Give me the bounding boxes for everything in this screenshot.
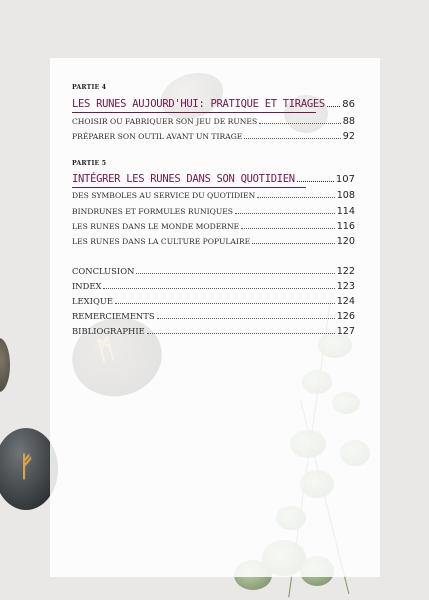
dot-leader	[103, 287, 334, 289]
dot-leader	[327, 105, 340, 107]
chapter-title: LES RUNES AUJOURD'HUI: PRATIQUE ET TIRAGES	[72, 98, 325, 110]
dot-leader	[297, 180, 334, 182]
section-title: PRÉPARER SON OUTIL AVANT UN TIRAGE	[72, 132, 243, 141]
toc-section-entry[interactable]	[72, 236, 355, 247]
chapter-underline	[72, 112, 316, 113]
dot-leader	[147, 332, 335, 334]
dot-leader	[244, 137, 340, 139]
annex-title: REMERCIEMENTS	[72, 311, 155, 321]
section-title: LES RUNES DANS LE MONDE MODERNE	[72, 222, 240, 231]
annex-title: LEXIQUE	[72, 296, 113, 306]
toc-annex-entry[interactable]	[72, 281, 355, 292]
page-number: 92	[342, 131, 355, 142]
toc-section-entry[interactable]	[72, 190, 355, 201]
part-label: PARTIE 4	[72, 84, 107, 91]
toc-section-entry[interactable]	[72, 116, 355, 127]
annex-title: BIBLIOGRAPHIE	[72, 326, 145, 336]
page-number: 108	[336, 190, 355, 201]
page-number: 114	[336, 206, 355, 217]
annex-title: CONCLUSION	[72, 266, 135, 276]
dot-leader	[235, 212, 335, 214]
part-label: PARTIE 5	[72, 160, 107, 167]
page-number: 86	[342, 99, 355, 110]
dot-leader	[252, 242, 335, 244]
page-number: 122	[336, 266, 355, 277]
toc-chapter-entry[interactable]	[72, 98, 355, 110]
section-title: CHOISIR OU FABRIQUER SON JEU DE RUNES	[72, 117, 258, 126]
page-number: 127	[336, 326, 355, 337]
dot-leader	[136, 272, 334, 274]
section-title: BINDRUNES ET FORMULES RUNIQUES	[72, 207, 233, 216]
dot-leader	[115, 302, 335, 304]
rune-glyph-icon: ᚠ	[18, 450, 35, 483]
toc-annex-entry[interactable]	[72, 326, 355, 337]
dot-leader	[241, 227, 335, 229]
toc-annex-entry[interactable]	[72, 296, 355, 307]
toc-chapter-entry[interactable]	[72, 173, 355, 185]
page-number: 123	[336, 281, 355, 292]
dot-leader	[257, 196, 334, 198]
chapter-underline	[72, 187, 306, 188]
section-title: LES RUNES DANS LA CULTURE POPULAIRE	[72, 237, 251, 246]
toc-section-entry[interactable]	[72, 131, 355, 142]
toc-annex-entry[interactable]	[72, 311, 355, 322]
page-number: 107	[335, 174, 355, 185]
chapter-title: INTÉGRER LES RUNES DANS SON QUOTIDIEN	[72, 173, 295, 185]
page-number: 88	[342, 116, 355, 127]
dot-leader	[259, 122, 341, 124]
dot-leader	[157, 317, 335, 319]
page-number: 116	[336, 221, 355, 232]
section-title: DES SYMBOLES AU SERVICE DU QUOTIDIEN	[72, 191, 256, 200]
toc-annex-entry[interactable]	[72, 266, 355, 277]
rune-stone	[0, 338, 10, 392]
page-number: 126	[336, 311, 355, 322]
annex-title: INDEX	[72, 281, 102, 291]
page-number: 124	[336, 296, 355, 307]
page-number: 120	[336, 236, 355, 247]
toc-section-entry[interactable]	[72, 206, 355, 217]
toc-section-entry[interactable]	[72, 221, 355, 232]
